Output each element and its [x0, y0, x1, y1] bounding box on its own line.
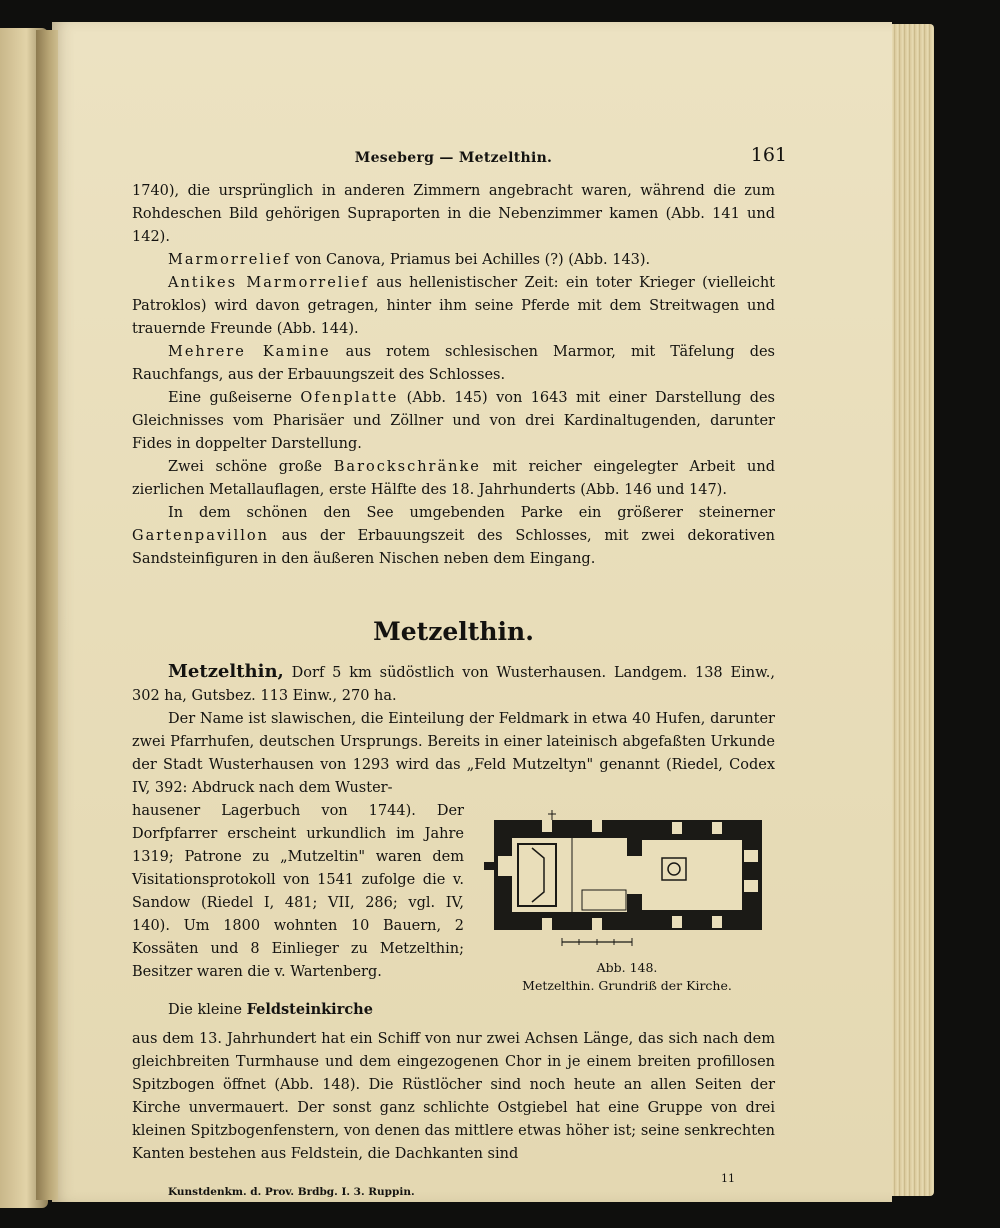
page-footer [132, 1172, 775, 1202]
paragraph-ofenplatte [132, 387, 775, 456]
floor-plan-drawing [482, 810, 772, 960]
term-feldsteinkirche: Feldsteinkirche [246, 1001, 373, 1018]
paragraph-church-description: aus dem 13. Jahrhundert hat ein Schiff von nur zwei Achsen Länge, das sich nach dem gleichbreiten Turmhause und dem eingezogenen Chor in je einem breiten profillosen Spitzbogen öffnet (Abb. 148). Die Rüstlöcher sind noch heute an allen Seiten der Kirche unvermauert. Der sonst ganz schlichte Ostgiebel hat eine Gruppe von drei kleinen Spitzbogenfenstern, von denen das mittlere etwas höher ist; seine senkrechten Kanten bestehen aus Feldstein, die Dachkanten sind [132, 1031, 775, 1162]
text-ofenplatte: (Abb. 145) von 1643 mit einer Darstellung des Gleichnisses vom Pharisäer und Zöllner und von drei Kardinaltugenden, darunter Fides in doppelter Darstellung. [132, 390, 776, 452]
text-antikes-relief: aus hellenistischer Zeit: ein toter Krieger (vielleicht Patroklos) wird davon getragen, hinter ihm seine Pferde mit dem Streitwagen und trauernde Freunde (Abb. 144). [132, 275, 775, 337]
figure-floor-plan [482, 810, 772, 998]
paragraph-church-start [132, 998, 464, 1022]
book-gutter [36, 30, 58, 1200]
paragraph-name-history: Der Name ist slawischen, die Einteilung der Feldmark in etwa 40 Hufen, darunter zwei Pfarrhufen, deutschen Ursprungs. Bereits in einer lateinisch abgefaßten Urkunde der Stadt Wusterhausen von 1293 wird das „Feld Mutzeltyn" genannt (Riedel, Codex IV, 392: Abdruck nach dem Wuster- [132, 711, 775, 796]
text-marmorrelief: von Canova, Priamus bei Achilles (?) (Abb. 143). [290, 252, 651, 268]
entry-name: Metzelthin, [168, 661, 284, 682]
paragraph-gartenpavillon [132, 502, 775, 571]
paragraph-kamine [132, 341, 775, 387]
paragraph-antikes-relief [132, 272, 775, 341]
paragraph-continuation: 1740), die ursprünglich in anderen Zimmern angebracht waren, während die zum Rohdeschen Bild gehörigen Supraporten in die Nebenzimmer kamen (Abb. 141 und 142). [132, 183, 775, 245]
prefix-church: Die kleine [168, 1002, 247, 1018]
term-gartenpavillon: Gartenpavillon [132, 528, 270, 544]
term-marmorrelief: Marmorrelief [168, 252, 291, 268]
text-gartenpavillon: aus der Erbauungszeit des Schlosses, mit zwei dekorativen Sandsteinfiguren in den äußeren Nischen neben dem Eingang. [132, 528, 775, 567]
paragraph-entry [132, 660, 775, 708]
figure-number: Abb. 148. [596, 960, 658, 975]
running-head-title: Meseberg — Metzelthin. [354, 150, 553, 166]
figure-text-block [132, 800, 775, 1156]
figure-caption: Metzelthin. Grundriß der Kirche. [522, 978, 732, 993]
term-kamine: Mehrere Kamine [168, 344, 331, 360]
term-ofenplatte: Ofenplatte [300, 390, 399, 406]
text-kamine: aus rotem schlesischen Marmor, mit Täfelung des Rauchfangs, aus der Erbauungszeit des Schlosses. [132, 344, 775, 383]
page-number: 161 [750, 144, 787, 166]
term-barockschraenke: Barockschränke [333, 459, 481, 475]
prefix-gartenpavillon: In dem schönen den See umgebenden Parke ein größerer steinerner [168, 505, 775, 521]
text-barockschraenke: mit reicher eingelegter Arbeit und zierlichen Metallauflagen, erste Hälfte des 18. Jahrhunderts (Abb. 146 und 147). [132, 459, 775, 498]
paragraph-barockschraenke [132, 456, 775, 502]
footer-signature: Kunstdenkm. d. Prov. Brdbg. I. 3. Ruppin. [168, 1186, 415, 1198]
prefix-ofenplatte: Eine gußeiserne [168, 390, 301, 406]
paragraph-wrapped: hausener Lagerbuch von 1744). Der Dorfpfarrer erscheint urkundlich im Jahre 1319; Patrone zu „Mutzeltin" waren dem Visitationsprotokoll von 1541 zufolge die v. Sandow (Riedel I, 481; VII, 286; vgl. IV, 140). Um 1800 wohnten 10 Bauern, 2 Kossäten und 8 Einlieger zu Metzelthin; Besitzer waren die v. Wartenberg. [132, 803, 464, 980]
page-content [132, 144, 787, 1202]
term-antikes-relief: Antikes Marmorrelief [168, 275, 369, 291]
running-head [132, 144, 787, 180]
wrapped-text-column [132, 800, 464, 1022]
footer-sheet-number: 11 [721, 1172, 735, 1185]
book-page [52, 22, 892, 1202]
paragraph-marmorrelief [132, 249, 775, 272]
section-heading: Metzelthin. [373, 617, 534, 646]
prefix-barockschraenke: Zwei schöne große [168, 459, 334, 475]
entry-text: Dorf 5 km südöstlich von Wusterhausen. Landgem. 138 Einw., 302 ha, Gutsbez. 113 Einw., 270 ha. [132, 665, 775, 704]
